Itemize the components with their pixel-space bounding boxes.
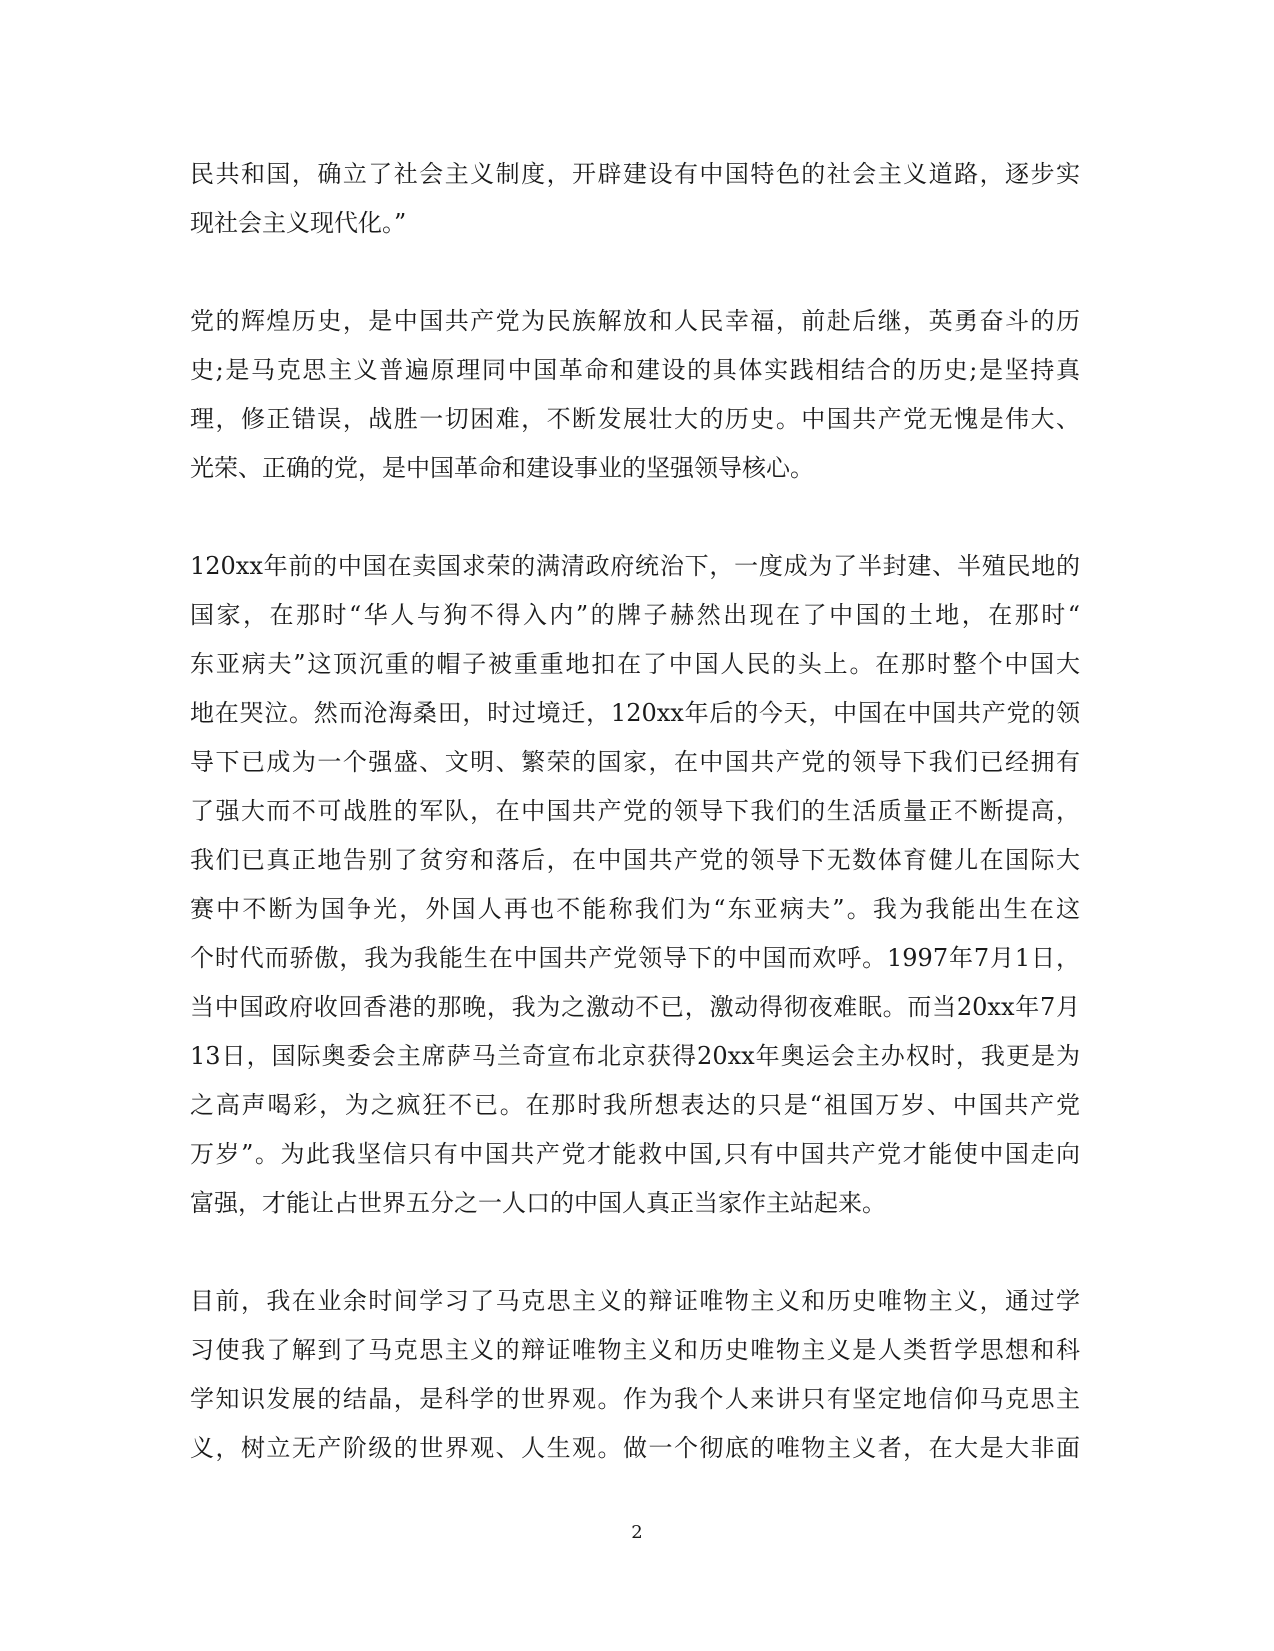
document-body: [190, 150, 1080, 1522]
text-line: 导下已成为一个强盛、文明、繁荣的国家，在中国共产党的领导下我们已经拥有: [190, 748, 1080, 776]
text-line: 理，修正错误，战胜一切困难，不断发展壮大的历史。中国共产党无愧是伟大、: [190, 405, 1080, 433]
text-line: 东亚病夫”这顶沉重的帽子被重重地扣在了中国人民的头上。在那时整个中国大: [190, 650, 1080, 678]
paragraph-1: [190, 150, 1080, 248]
text-line: 党的辉煌历史，是中国共产党为民族解放和人民幸福，前赴后继，英勇奋斗的历: [190, 307, 1080, 335]
paragraph-4: [190, 1277, 1080, 1473]
page-number: 2: [631, 1522, 643, 1543]
text-line: 120xx年前的中国在卖国求荣的满清政府统治下，一度成为了半封建、半殖民地的: [190, 552, 1080, 580]
text-line: 赛中不断为国争光，外国人再也不能称我们为“东亚病夫”。我为我能出生在这: [190, 895, 1080, 923]
text-line: 万岁”。为此我坚信只有中国共产党才能救中国,只有中国共产党才能使中国走向: [190, 1140, 1080, 1168]
text-line: 我们已真正地告别了贫穷和落后，在中国共产党的领导下无数体育健儿在国际大: [190, 846, 1080, 874]
text-line: 民共和国，确立了社会主义制度，开辟建设有中国特色的社会主义道路，逐步实: [190, 160, 1080, 188]
text-line: 现社会主义现代化。”: [190, 209, 407, 237]
text-line: 史;是马克思主义普遍原理同中国革命和建设的具体实践相结合的历史;是坚持真: [190, 356, 1080, 384]
text-line: 义，树立无产阶级的世界观、人生观。做一个彻底的唯物主义者，在大是大非面: [190, 1434, 1080, 1462]
text-line: 学知识发展的结晶，是科学的世界观。作为我个人来讲只有坚定地信仰马克思主: [190, 1385, 1080, 1413]
text-line: 当中国政府收回香港的那晚，我为之激动不已，激动得彻夜难眠。而当20xx年7月: [190, 993, 1080, 1021]
text-line: 国家，在那时“华人与狗不得入内”的牌子赫然出现在了中国的土地，在那时“: [190, 601, 1080, 629]
text-line: 了强大而不可战胜的军队，在中国共产党的领导下我们的生活质量正不断提高，: [190, 797, 1080, 825]
paragraph-3: [190, 542, 1080, 1228]
text-line: 13日，国际奥委会主席萨马兰奇宣布北京获得20xx年奥运会主办权时，我更是为: [190, 1042, 1080, 1070]
text-line: 个时代而骄傲，我为我能生在中国共产党领导下的中国而欢呼。1997年7月1日，: [190, 944, 1080, 972]
paragraph-2: [190, 297, 1080, 493]
text-line: 地在哭泣。然而沧海桑田，时过境迁，120xx年后的今天，中国在中国共产党的领: [190, 699, 1080, 727]
text-line: 富强，才能让占世界五分之一人口的中国人真正当家作主站起来。: [190, 1189, 886, 1217]
text-line: 光荣、正确的党，是中国革命和建设事业的坚强领导核心。: [190, 454, 814, 482]
text-line: 习使我了解到了马克思主义的辩证唯物主义和历史唯物主义是人类哲学思想和科: [190, 1336, 1080, 1364]
text-line: 之高声喝彩，为之疯狂不已。在那时我所想表达的只是“祖国万岁、中国共产党: [190, 1091, 1080, 1119]
text-line: 目前，我在业余时间学习了马克思主义的辩证唯物主义和历史唯物主义，通过学: [190, 1287, 1080, 1315]
